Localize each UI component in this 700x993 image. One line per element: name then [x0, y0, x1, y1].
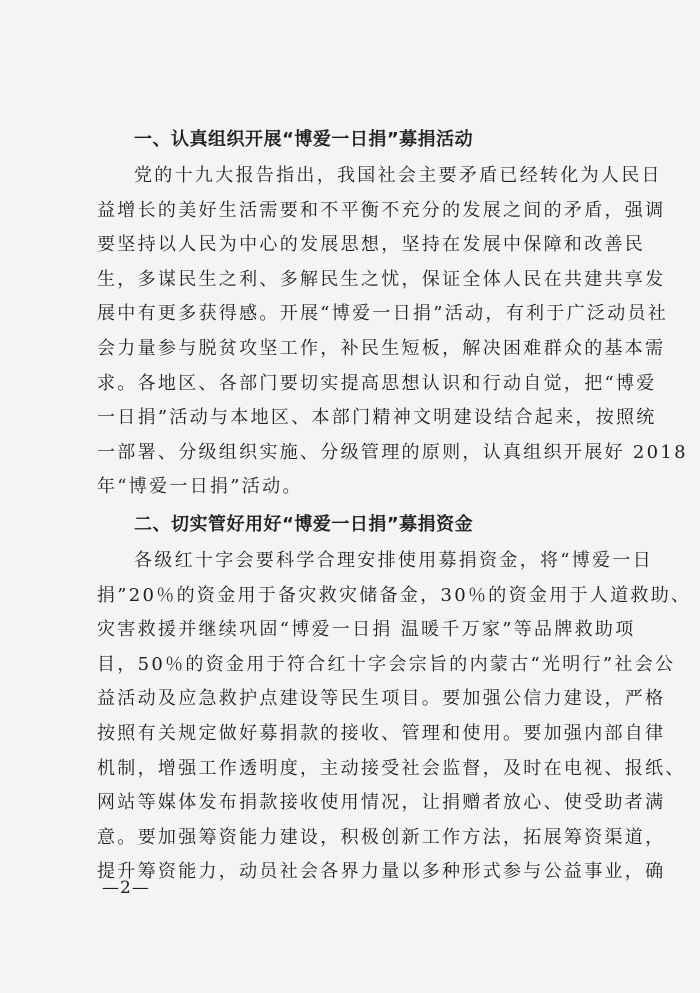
- paragraph-line: 年“博爱一日捐”活动。: [97, 476, 303, 498]
- paragraph-line: 一日捐”活动与本地区、本部门精神文明建设结合起来，按照统: [97, 407, 657, 429]
- page-number: —2—: [102, 878, 150, 898]
- paragraph-line: 党的十九大报告指出，我国社会主要矛盾已经转化为人民日: [134, 165, 662, 186]
- paragraph-line: 意。要加强筹资能力建设，积极创新工作方法，拓展筹资渠道，: [97, 826, 666, 848]
- paragraph-line: 灾害救援并继续巩固“博爱一日捐 温暖千万家”等品牌救助项: [97, 619, 636, 641]
- paragraph-line: 一部署、分级组织实施、分级管理的原则，认真组织开展好 2018: [97, 441, 688, 463]
- section-heading-2: 二、切实管好用好“博爱一日捐”募捐资金: [134, 513, 474, 535]
- paragraph-line: 益增长的美好生活需要和不平衡不充分的发展之间的矛盾，强调: [97, 199, 666, 221]
- document-body: [97, 124, 692, 894]
- section-heading-1: 一、认真组织开展“博爱一日捐”募捐活动: [134, 129, 474, 150]
- paragraph-line: 目，50％的资金用于符合红十字会宗旨的内蒙古“光明行”社会公: [97, 653, 676, 675]
- paragraph-line: 求。各地区、各部门要切实提高思想认识和行动自觉，把“博爱: [97, 372, 657, 394]
- paragraph-line: 机制，增强工作透明度，主动接受社会监督，及时在电视、报纸、: [97, 757, 686, 779]
- paragraph-line: 提升筹资能力，动员社会各界力量以多种形式参与公益事业，确: [97, 861, 666, 883]
- paragraph-line: 各级红十字会要科学合理安排使用募捐资金，将“博爱一日: [134, 549, 653, 571]
- paragraph-line: 要坚持以人民为中心的发展思想，坚持在发展中保障和改善民: [97, 234, 646, 256]
- paragraph-line: 展中有更多获得感。开展“博爱一日捐”活动，有利于广泛动员社: [97, 303, 669, 325]
- paragraph-line: 按照有关规定做好募捐款的接收、管理和使用。要加强内部自律: [97, 722, 666, 744]
- paragraph-1: [97, 159, 688, 505]
- paragraph-line: 网站等媒体发布捐款接收使用情况，让捐赠者放心、使受助者满: [97, 792, 666, 814]
- paragraph-line: 生，多谋民生之利、多解民生之忧，保证全体人民在共建共享发: [97, 268, 666, 290]
- paragraph-line: 益活动及应急救护点建设等民生项目。要加强公信力建设，严格: [97, 688, 666, 710]
- paragraph-line: 捐”20％的资金用于备灾救灾储备金，30％的资金用于人道救助、: [97, 584, 692, 606]
- paragraph-line: 会力量参与脱贫攻坚工作，补民生短板，解决困难群众的基本需: [97, 337, 666, 359]
- paragraph-2: [97, 544, 692, 890]
